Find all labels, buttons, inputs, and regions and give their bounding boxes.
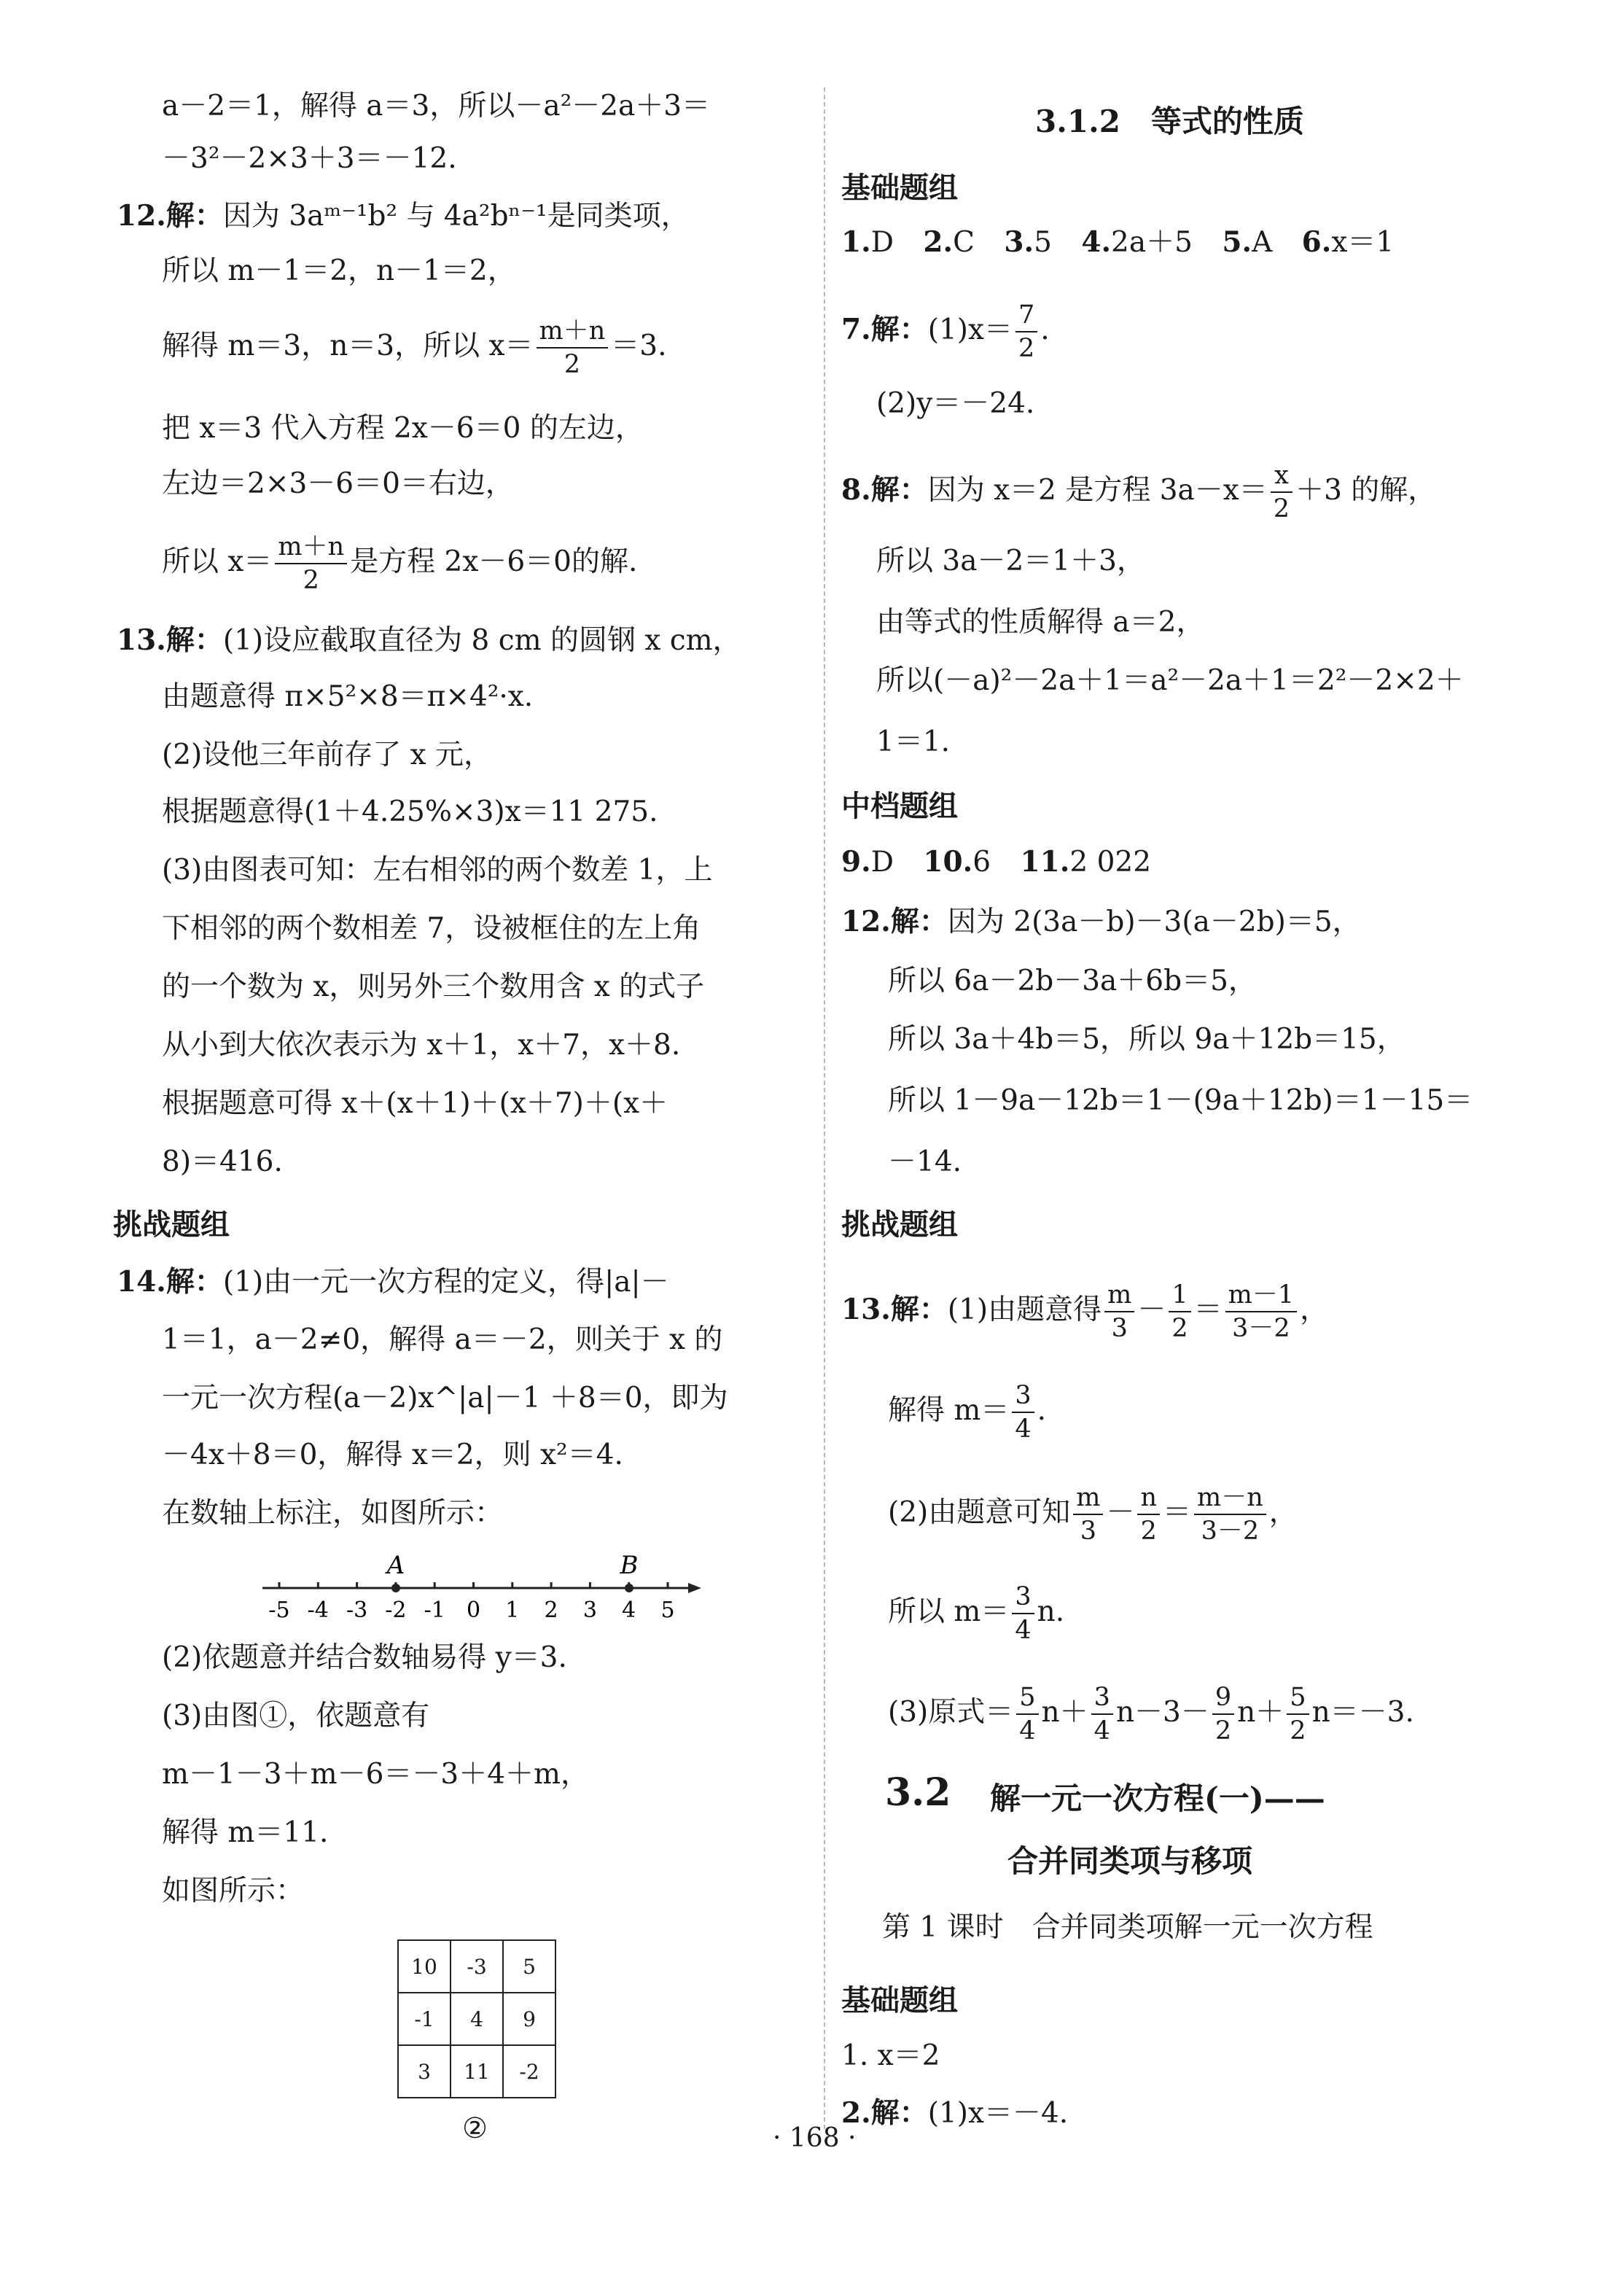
text-line: 所以(－a)²－2a＋1＝a²－2a＋1＝2²－2×2＋ — [876, 664, 1464, 697]
text-line: 所以 m－1＝2，n－1＝2， — [162, 254, 516, 287]
axis-tick-label: 2 — [544, 1598, 558, 1623]
point-a — [391, 1584, 400, 1592]
equation-line: 所以 x＝ $\frac{m+n}{2}$ 是方程 2x－6＝0的解. — [162, 532, 638, 595]
question-8: 8.解：因为 x＝2 是方程 3a－x＝ $\frac{x}{2}$ ＋3 的解， — [841, 461, 1437, 524]
text-line: 下相邻的两个数相差 7，设被框住的左上角 — [162, 912, 701, 945]
lesson-title: 第 1 课时 合并同类项解一元一次方程 — [882, 1911, 1373, 1944]
question-7: 7.解：(1)x＝ $\frac{7}{2}$ . — [841, 300, 1050, 363]
text-line: 1＝1. — [876, 725, 951, 758]
equation-line: 所以 m＝ $\frac{3}{4}$ n. — [888, 1582, 1065, 1645]
answer-line: 9.D 10.6 11.2 022 — [841, 845, 1152, 879]
question-14: 14.解：(1)由一元一次方程的定义，得|a|－ — [117, 1265, 669, 1299]
axis-tick-label: -1 — [424, 1598, 445, 1623]
grid-cell: 5 — [503, 1940, 555, 1993]
group-heading: 基础题组 — [841, 1983, 958, 2017]
grid-cell: 4 — [451, 1993, 503, 2045]
answer-line: 1.D 2.C 3.5 4.2a＋5 5.A 6.x＝1 — [841, 225, 1395, 259]
section-subtitle: 合并同类项与移项 — [1007, 1843, 1253, 1879]
question-12: 12.解：因为 3aᵐ⁻¹b² 与 4a²bⁿ⁻¹是同类项， — [117, 199, 690, 233]
page-number: · 168 · — [773, 2123, 857, 2153]
section-title: 解一元一次方程(一)—— — [990, 1781, 1325, 1816]
question-13: 13.解：(1)由题意得 $\frac{m}{3}$ － $\frac{1}{2}$ ＝ $\frac{m-1}{3-2}$ ， — [841, 1280, 1329, 1343]
group-heading: 挑战题组 — [841, 1207, 958, 1242]
axis-tick-label: 0 — [466, 1598, 481, 1623]
text-line: 解得 m＝11. — [162, 1816, 329, 1849]
number-line — [248, 1552, 714, 1632]
text-line: 如图所示： — [162, 1875, 305, 1907]
point-a-label: A — [386, 1552, 405, 1580]
equation-line: 解得 m＝ $\frac{3}{4}$ . — [888, 1381, 1047, 1444]
axis-tick-label: -3 — [346, 1598, 368, 1623]
point-b-label: B — [620, 1552, 639, 1580]
text-line: (2)依题意并结合数轴易得 y＝3. — [162, 1641, 567, 1674]
text-line: 所以 3a＋4b＝5，所以 9a＋12b＝15， — [888, 1023, 1405, 1056]
point-b — [625, 1584, 633, 1592]
axis-tick-label: -5 — [268, 1598, 290, 1623]
text-line: 从小到大依次表示为 x＋1，x＋7，x＋8. — [162, 1029, 681, 1062]
text-line: －14. — [888, 1145, 962, 1178]
equation-line: 解得 m＝3，n＝3，所以 x＝ $\frac{m+n}{2}$ ＝3. — [162, 316, 667, 379]
grid-cell: 11 — [451, 2045, 503, 2098]
text-line: a－2＝1，解得 a＝3，所以－a²－2a＋3＝ — [162, 90, 711, 122]
axis-tick-label: 4 — [622, 1598, 636, 1623]
text-line: (3)由图表可知：左右相邻的两个数差 1，上 — [162, 854, 713, 887]
text-line: 8)＝416. — [162, 1145, 283, 1178]
text-line: 所以 6a－2b－3a＋6b＝5， — [888, 965, 1257, 997]
text-line: 根据题意可得 x＋(x＋1)＋(x＋7)＋(x＋ — [162, 1087, 668, 1120]
text-line: (3)由图①，依题意有 — [162, 1700, 430, 1732]
figure-caption: ② — [462, 2112, 488, 2145]
text-line: 在数轴上标注，如图所示： — [162, 1497, 504, 1530]
grid-cell: -2 — [503, 2045, 555, 2098]
text-line: 一元一次方程(a－2)x^|a|－1 ＋8＝0，即为 — [162, 1382, 728, 1414]
column-divider — [824, 87, 825, 2129]
axis-tick-label: -2 — [385, 1598, 407, 1623]
fraction: $\frac{m+n}{2}$ — [537, 315, 609, 381]
grid-cell: -1 — [398, 1993, 451, 2045]
group-heading: 挑战题组 — [113, 1207, 230, 1242]
fraction: $\frac{x}{2}$ — [1271, 459, 1292, 525]
text-line: 根据题意得(1＋4.25%×3)x＝11 275. — [162, 795, 658, 828]
fraction: $\frac{7}{2}$ — [1015, 299, 1037, 365]
text-line: －3²－2×3＋3＝－12. — [162, 142, 457, 175]
text-line: 所以 3a－2＝1＋3， — [876, 545, 1145, 577]
text-line: (2)y＝－24. — [876, 387, 1035, 420]
grid-cell: 9 — [503, 1993, 555, 2045]
equation-line: (3)原式＝ $\frac{5}{4}$ n＋ $\frac{3}{4}$ n－3－ $\frac{9}{2}$ n＋ $\frac{5}{2}$ n＝－3. — [888, 1683, 1414, 1746]
axis-tick-label: 5 — [660, 1598, 675, 1623]
arrow-icon — [688, 1583, 701, 1593]
number-grid — [397, 1939, 556, 2098]
question-12: 12.解：因为 2(3a－b)－3(a－2b)＝5， — [841, 905, 1361, 938]
text-line: 把 x＝3 代入方程 2x－6＝0 的左边， — [162, 412, 644, 445]
fraction: $\frac{m+n}{2}$ — [275, 531, 347, 596]
group-heading: 基础题组 — [841, 171, 958, 205]
axis-tick-label: 3 — [582, 1598, 597, 1623]
axis-tick-label: 1 — [505, 1598, 520, 1623]
text-line: 所以 1－9a－12b＝1－(9a＋12b)＝1－15＝ — [888, 1084, 1473, 1117]
equation-line: (2)由题意可知 $\frac{m}{3}$ － $\frac{n}{2}$ ＝ $\frac{m-n}{3-2}$ ， — [888, 1483, 1298, 1546]
grid-cell: 10 — [398, 1940, 451, 1993]
grid-cell: -3 — [451, 1940, 503, 1993]
text-line: －4x＋8＝0，解得 x＝2，则 x²＝4. — [162, 1439, 623, 1471]
text-line: 的一个数为 x，则另外三个数用含 x 的式子 — [162, 970, 705, 1003]
text-line: 由题意得 π×5²×8＝π×4²·x. — [162, 680, 534, 713]
text-line: 1＝1，a－2≠0，解得 a＝－2，则关于 x 的 — [162, 1323, 723, 1356]
question-13: 13.解：(1)设应截取直径为 8 cm 的圆钢 x cm， — [117, 623, 741, 657]
text-line: 左边＝2×3－6＝0＝右边， — [162, 467, 514, 500]
group-heading: 中档题组 — [841, 789, 958, 823]
text-line: m－1－3＋m－6＝－3＋4＋m， — [162, 1758, 590, 1791]
answer-line: 1. x＝2 — [841, 2039, 940, 2072]
section-number: 3.2 — [885, 1770, 951, 1815]
text-line: (2)设他三年前存了 x 元， — [162, 739, 493, 771]
axis-tick-label: -4 — [307, 1598, 329, 1623]
grid-cell: 3 — [398, 2045, 451, 2098]
text-line: 由等式的性质解得 a＝2， — [876, 606, 1205, 639]
section-title: 3.1.2 等式的性质 — [1035, 104, 1304, 139]
question-2: 2.解：(1)x＝－4. — [841, 2096, 1069, 2130]
